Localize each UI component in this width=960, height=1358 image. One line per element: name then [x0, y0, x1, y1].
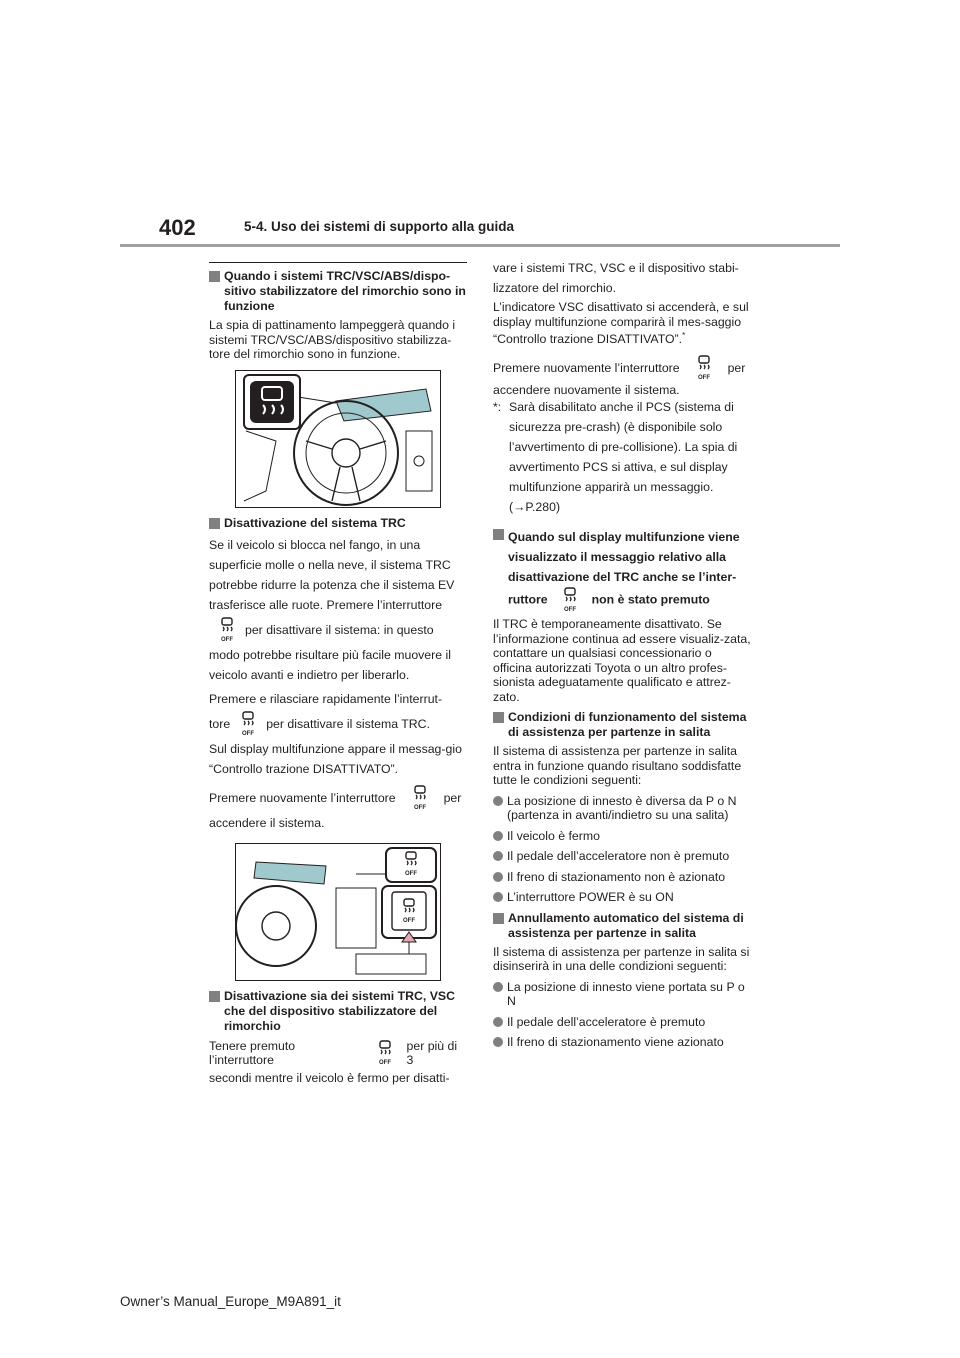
- dashboard-illustration: [236, 371, 440, 507]
- trc-off-switch-icon: [373, 1040, 397, 1066]
- paragraph-with-icon: per disattivare il sistema: in questo: [209, 615, 467, 645]
- trc-off-switch-icon: [558, 587, 582, 613]
- page-number: 402: [159, 215, 196, 240]
- list-item: Il pedale dell’acceleratore non è premuto: [493, 849, 751, 864]
- section-title: 5-4. Uso dei sistemi di supporto alla guida: [244, 219, 515, 234]
- heading-square-icon: [209, 991, 220, 1002]
- bullet-dot-icon: [493, 982, 503, 992]
- bullet-dot-icon: [493, 892, 503, 902]
- trc-off-switch-icon: [692, 355, 716, 381]
- paragraph: vare i sistemi TRC, VSC e il dispositivo stabi-lizzatore del rimorchio.: [493, 261, 739, 295]
- list-item: La posizione di innesto viene portata su P o N: [493, 980, 751, 1009]
- right-column: [493, 258, 751, 1056]
- heading-trc-off: Disattivazione del sistema TRC: [209, 516, 467, 531]
- bullet-dot-icon: [493, 796, 503, 806]
- switch-illustration: [236, 844, 440, 980]
- paragraph-with-icon: Premere nuovamente l’interruttore per: [493, 353, 751, 383]
- paragraph: modo potrebbe risultare più facile muovere il veicolo avanti e indietro per liberarlo.: [209, 647, 451, 682]
- paragraph: Premere e rilasciare rapidamente l’interrut-: [209, 691, 443, 706]
- figure-trc-switch: [235, 843, 441, 981]
- paragraph-with-icon: Premere nuovamente l’interruttore per: [209, 783, 467, 813]
- paragraph: Il TRC è temporaneamente disattivato. Se l’informazione continua ad essere visualiz-zata, contattare un qualsiasi concessionario o officina autorizzati Toyota o un altro profes-sionista adeguatamente qualificato e attrez-zato.: [493, 617, 751, 704]
- list-item: Il freno di stazionamento non è azionato: [493, 870, 751, 885]
- heading-trc-message: Quando sul display multifunzione viene visualizzato il messaggio relativo alla disattivazione del TRC anche se l’inter- ruttore non è stato premuto: [493, 527, 751, 613]
- paragraph-with-icon: Tenere premuto l’interruttore per più di 3: [209, 1038, 458, 1067]
- bullet-dot-icon: [493, 851, 503, 861]
- list-item: Il pedale dell’acceleratore è premuto: [493, 1015, 751, 1030]
- list-item: Il freno di stazionamento viene azionato: [493, 1035, 751, 1050]
- heading-square-icon: [493, 712, 504, 723]
- heading-square-icon: [493, 529, 504, 540]
- bullet-dot-icon: [493, 1017, 503, 1027]
- paragraph: La spia di pattinamento lampeggerà quando i sistemi TRC/VSC/ABS/dispositivo stabilizza-tore del rimorchio sono in funzione.: [209, 318, 456, 361]
- paragraph: Il sistema di assistenza per partenze in salita si disinserirà in una delle condizioni seguenti:: [493, 944, 750, 974]
- trc-off-switch-icon: [236, 711, 260, 737]
- paragraph: accendere nuovamente il sistema.: [493, 382, 680, 397]
- heading-square-icon: [209, 518, 220, 529]
- heading-hill-start-cancel: Annullamento automatico del sistema di assistenza per partenze in salita: [493, 911, 751, 941]
- bullet-dot-icon: [493, 831, 503, 841]
- list-item: L’interruttore POWER è su ON: [493, 890, 751, 905]
- heading-hill-start-conditions: Condizioni di funzionamento del sistema di assistenza per partenze in salita: [493, 710, 751, 740]
- paragraph: accendere il sistema.: [209, 815, 325, 830]
- footnote: *: Sarà disabilitato anche il PCS (sistema di sicurezza pre-crash) (è disponibile solo l’avvertimento di pre-collisione). La spia di avvertimento PCS si attiva, e sul display multifunzione apparirà un messaggio. (→P.280): [493, 400, 738, 515]
- page-header: [0, 0, 960, 250]
- heading-square-icon: [493, 913, 504, 924]
- paragraph: Se il veicolo si blocca nel fango, in una superficie molle o nella neve, il sistema TRC potrebbe ridurre la potenza che il sistema EV trasferisce alle ruote. Premere l’interruttore: [209, 537, 455, 612]
- paragraph: secondi mentre il veicolo è fermo per disatti-: [209, 1070, 450, 1085]
- bullet-dot-icon: [493, 1037, 503, 1047]
- trc-off-switch-icon: [408, 785, 432, 811]
- heading-trc-active: Quando i sistemi TRC/VSC/ABS/dispo-sitivo stabilizzatore del rimorchio sono in funzione: [209, 269, 467, 314]
- paragraph: Sul display multifunzione appare il messag-gio “Controllo trazione DISATTIVATO”.: [209, 741, 462, 776]
- paragraph: Il sistema di assistenza per partenze in salita entra in funzione quando risultano soddisfatte tutte le condizioni seguenti:: [493, 744, 742, 788]
- paragraph-with-icon: tore per disattivare il sistema TRC.: [209, 709, 467, 739]
- left-column: [209, 262, 467, 1088]
- column-rule: [209, 262, 467, 263]
- list-item: Il veicolo è fermo: [493, 829, 751, 844]
- trc-off-switch-icon: [215, 617, 239, 643]
- list-item: La posizione di innesto è diversa da P o N (partenza in avanti/indietro su una salita): [493, 794, 751, 823]
- bullet-dot-icon: [493, 872, 503, 882]
- figure-slip-indicator: [235, 370, 441, 508]
- paragraph: L’indicatore VSC disattivato si accenderà, e sul display multifunzione comparirà il mes-saggio “Controllo trazione DISATTIVATO”.*: [493, 300, 749, 347]
- page-footer: Owner’s Manual_Europe_M9A891_it: [120, 1294, 341, 1309]
- heading-trc-vsc-off: Disattivazione sia dei sistemi TRC, VSC che del dispositivo stabilizzatore del rimorchio: [209, 989, 467, 1034]
- header-rule: [120, 244, 840, 247]
- heading-square-icon: [209, 271, 220, 282]
